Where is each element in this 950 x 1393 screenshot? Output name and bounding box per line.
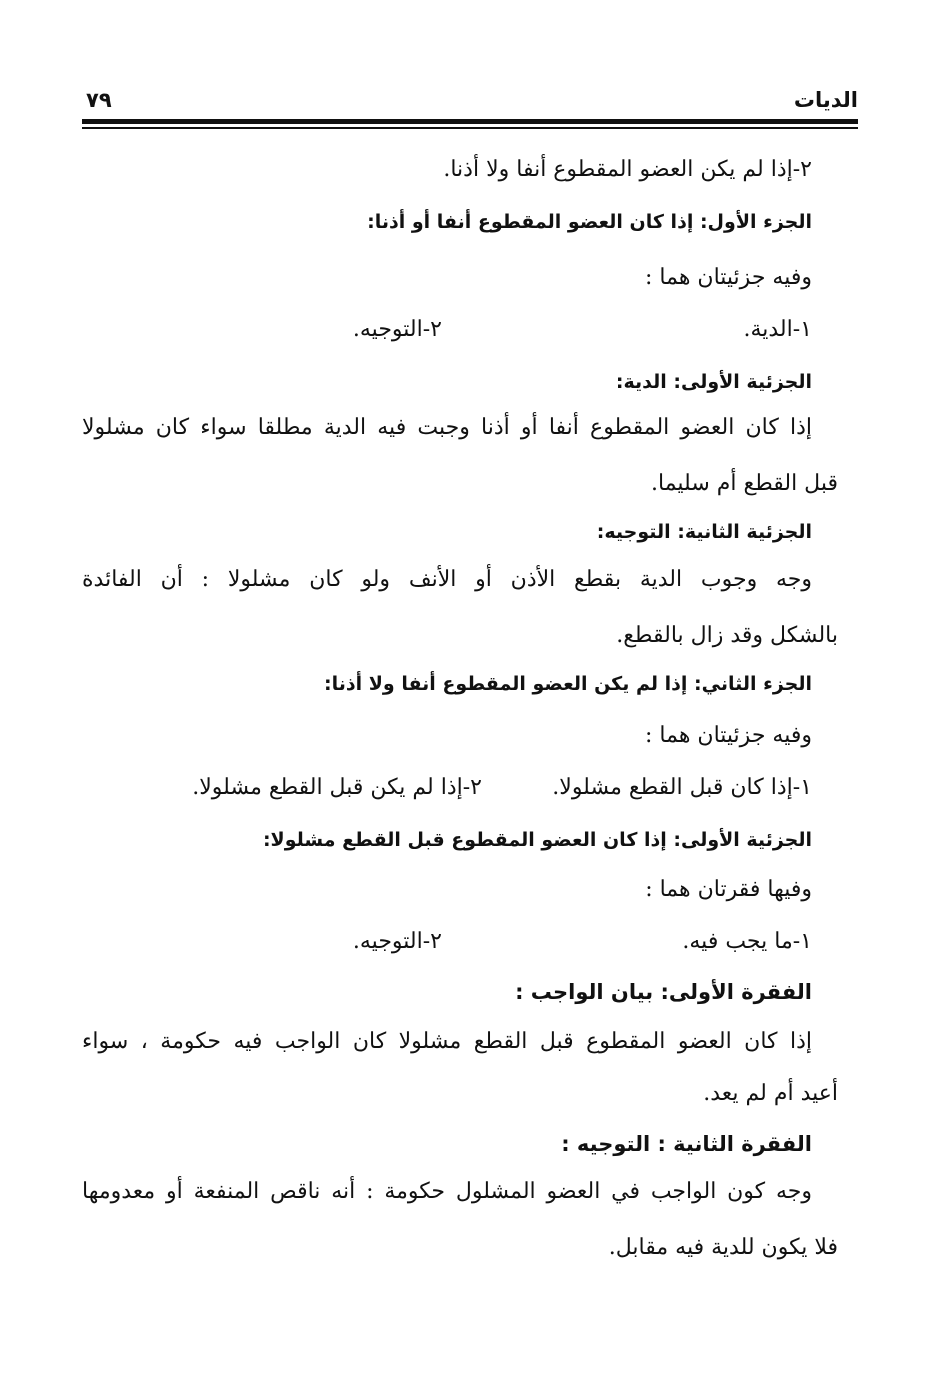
running-header	[82, 88, 858, 116]
paragraph-line: فلا يكون للدية فيه مقابل.	[608, 1235, 838, 1260]
paragraph-line: قبل القطع أم سليما.	[651, 471, 838, 496]
header-rule-thick	[82, 119, 858, 124]
paragraph-line: وجه وجوب الدية بقطع الأذن أو الأنف ولو كان مشلولا : أن الفائدة	[82, 567, 812, 592]
header-rule-thin	[82, 127, 858, 129]
text-line: وفيها فقرتان هما :	[645, 877, 812, 902]
paragraph-heading: الفقرة الأولى: بيان الواجب :	[515, 980, 812, 1004]
list-item: ١-الدية.	[743, 317, 812, 342]
paragraph-line: وجه كون الواجب في العضو المشلول حكومة : أنه ناقص المنفعة أو معدومها	[82, 1179, 812, 1204]
section-heading: الجزء الثاني: إذا لم يكن العضو المقطوع أنفا ولا أذنا:	[324, 673, 812, 695]
page-number: ٧٩	[86, 88, 112, 112]
subsection-heading: الجزئية الأولى: إذا كان العضو المقطوع قبل القطع مشلولا:	[262, 829, 812, 851]
subsection-heading: الجزئية الثانية: التوجيه:	[596, 521, 812, 543]
paragraph-line: أعيد أم لم يعد.	[703, 1081, 838, 1106]
section-heading: الجزء الأول: إذا كان العضو المقطوع أنفا أو أذنا:	[367, 211, 812, 233]
subsection-heading: الجزئية الأولى: الدية:	[615, 371, 812, 393]
paragraph-line: بالشكل وقد زال بالقطع.	[616, 623, 838, 648]
list-item: ١-ما يجب فيه.	[682, 929, 812, 954]
list-item: ٢-التوجيه.	[352, 929, 442, 954]
paragraph-line: إذا كان العضو المقطوع قبل القطع مشلولا كان الواجب فيه حكومة ، سواء	[82, 1029, 812, 1054]
chapter-title: الديات	[793, 88, 858, 112]
text-line: ٢-إذا لم يكن العضو المقطوع أنفا ولا أذنا.	[443, 157, 812, 182]
text-line: وفيه جزئيتان هما :	[645, 265, 812, 290]
text-line: وفيه جزئيتان هما :	[645, 723, 812, 748]
paragraph-line: إذا كان العضو المقطوع أنفا أو أذنا وجبت فيه الدية مطلقا سواء كان مشلولا	[82, 415, 812, 440]
list-item: ١-إذا كان قبل القطع مشلولا.	[552, 775, 812, 800]
list-item: ٢-إذا لم يكن قبل القطع مشلولا.	[192, 775, 482, 800]
list-item: ٢-التوجيه.	[352, 317, 442, 342]
paragraph-heading: الفقرة الثانية : التوجيه :	[561, 1132, 812, 1156]
